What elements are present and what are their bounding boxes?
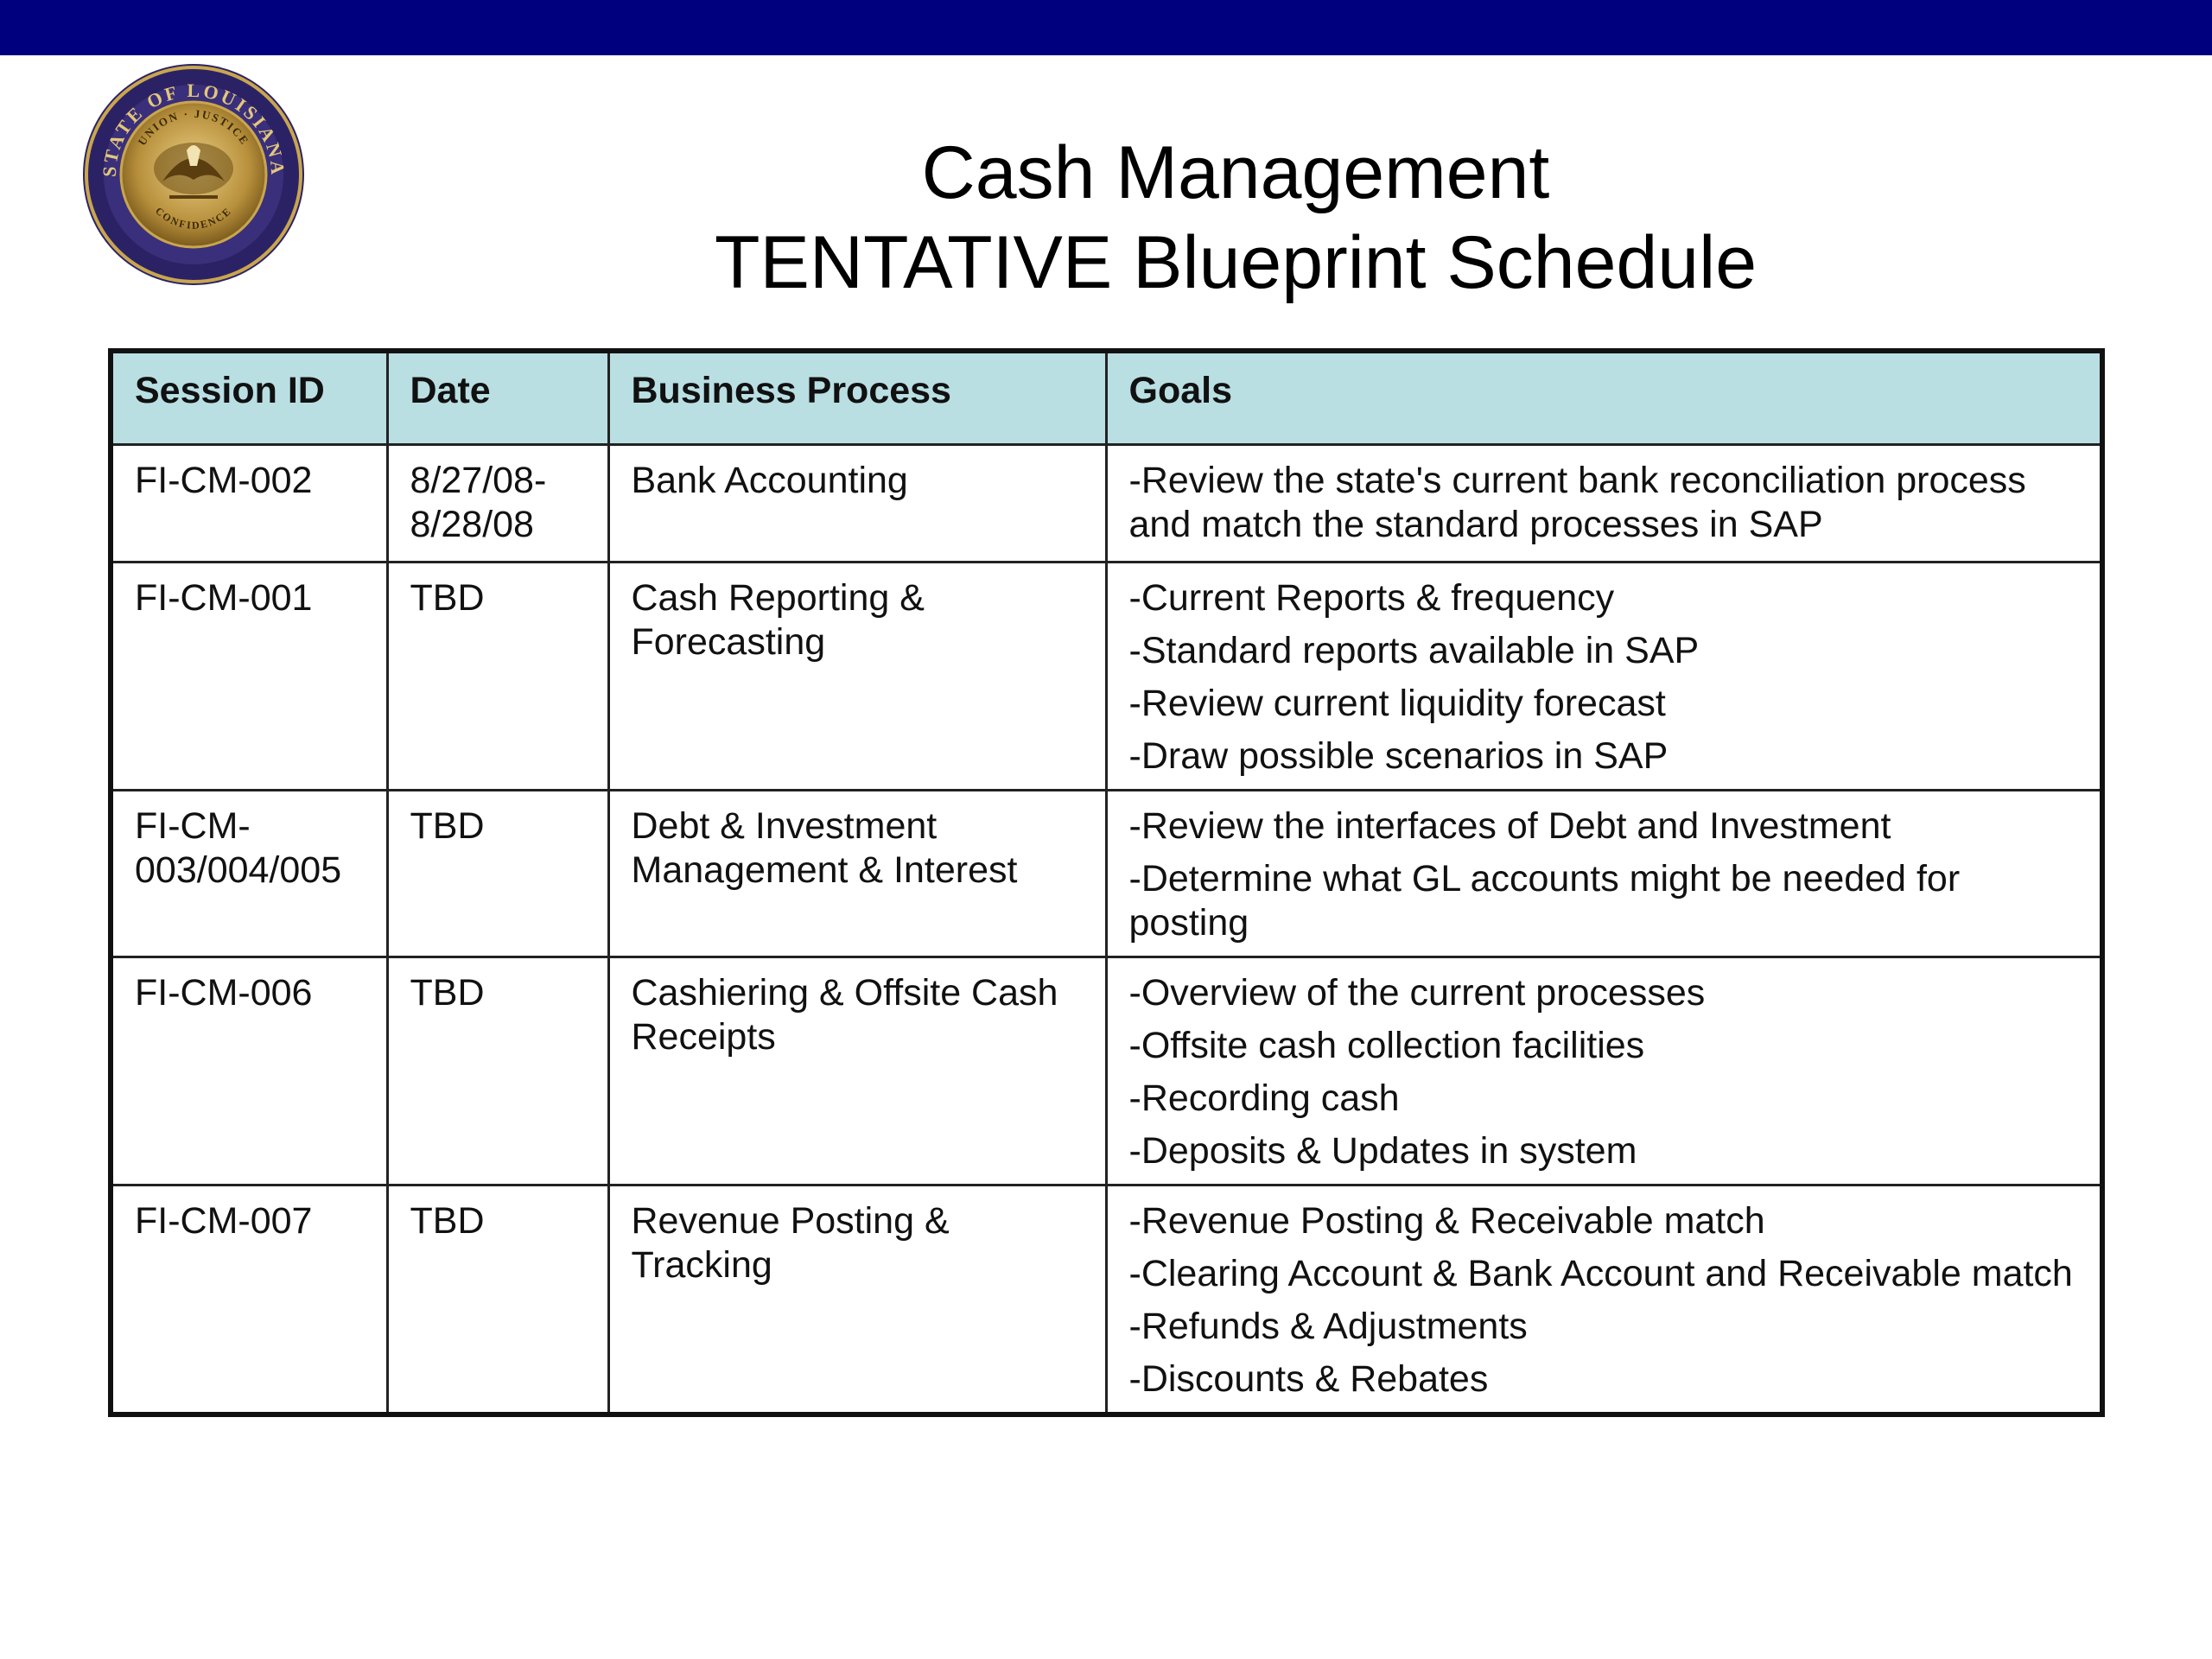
state-of-louisiana-seal-icon [79, 60, 308, 289]
goal-item: -Discounts & Rebates [1128, 1358, 1489, 1400]
svg-text:CONFIDENCE: CONFIDENCE [153, 204, 234, 232]
goals-cell [1106, 563, 2102, 791]
date-cell: TBD [387, 1185, 608, 1415]
table-row [111, 1185, 2102, 1415]
column-header-goals: Goals [1106, 351, 2102, 445]
business-process-cell: Revenue Posting & Tracking [608, 1185, 1106, 1415]
table-row [111, 445, 2102, 563]
session-id-cell: FI-CM-002 [111, 445, 387, 563]
table-row [111, 563, 2102, 791]
goal-item: -Recording cash [1128, 1077, 1400, 1119]
column-header-business-process: Business Process [608, 351, 1106, 445]
business-process-cell: Bank Accounting [608, 445, 1106, 563]
goal-item: -Offsite cash collection facilities [1128, 1025, 1645, 1066]
goal-item: -Refunds & Adjustments [1128, 1306, 1528, 1347]
seal-graphic [79, 60, 308, 289]
session-id-cell: FI-CM-003/004/005 [111, 791, 387, 957]
session-id-cell: FI-CM-001 [111, 563, 387, 791]
date-cell: TBD [387, 957, 608, 1185]
session-id-cell: FI-CM-006 [111, 957, 387, 1185]
goals-cell [1106, 957, 2102, 1185]
goals-cell [1106, 1185, 2102, 1415]
goal-item: -Review the interfaces of Debt and Investment [1128, 805, 1891, 847]
column-header-session-id: Session ID [111, 351, 387, 445]
goal-item: -Determine what GL accounts might be needed for posting [1128, 858, 1961, 944]
table-row [111, 791, 2102, 957]
blueprint-schedule-table [108, 348, 2105, 1417]
goals-cell [1106, 791, 2102, 957]
goal-item: -Clearing Account & Bank Account and Receivable match [1128, 1253, 2073, 1294]
date-cell: TBD [387, 563, 608, 791]
business-process-cell: Cash Reporting & Forecasting [608, 563, 1106, 791]
table-row [111, 957, 2102, 1185]
date-cell: TBD [387, 791, 608, 957]
title-line-2: TENTATIVE Blueprint Schedule [714, 221, 1758, 304]
goal-item: -Review current liquidity forecast [1128, 683, 1666, 724]
goal-item: -Current Reports & frequency [1128, 577, 1615, 619]
svg-text:STATE OF LOUISIANA: STATE OF LOUISIANA [98, 79, 289, 178]
goals-cell [1106, 445, 2102, 563]
slide-title [484, 128, 1987, 308]
top-banner-bar [0, 0, 2212, 55]
goal-item: -Deposits & Updates in system [1128, 1130, 1637, 1172]
session-id-cell: FI-CM-007 [111, 1185, 387, 1415]
goal-item: -Review the state's current bank reconciliation process and match the standard processes in SAP [1128, 460, 2026, 545]
column-header-date: Date [387, 351, 608, 445]
business-process-cell: Cashiering & Offsite Cash Receipts [608, 957, 1106, 1185]
goal-item: -Draw possible scenarios in SAP [1128, 735, 1669, 777]
table-header-row [111, 351, 2102, 445]
date-cell: 8/27/08-8/28/08 [387, 445, 608, 563]
svg-text:UNION · JUSTICE: UNION · JUSTICE [135, 106, 252, 149]
goal-item: -Standard reports available in SAP [1128, 630, 1700, 671]
title-line-1: Cash Management [921, 131, 1550, 214]
business-process-cell: Debt & Investment Management & Interest [608, 791, 1106, 957]
goal-item: -Overview of the current processes [1128, 972, 1706, 1014]
goal-item: -Revenue Posting & Receivable match [1128, 1200, 1765, 1242]
